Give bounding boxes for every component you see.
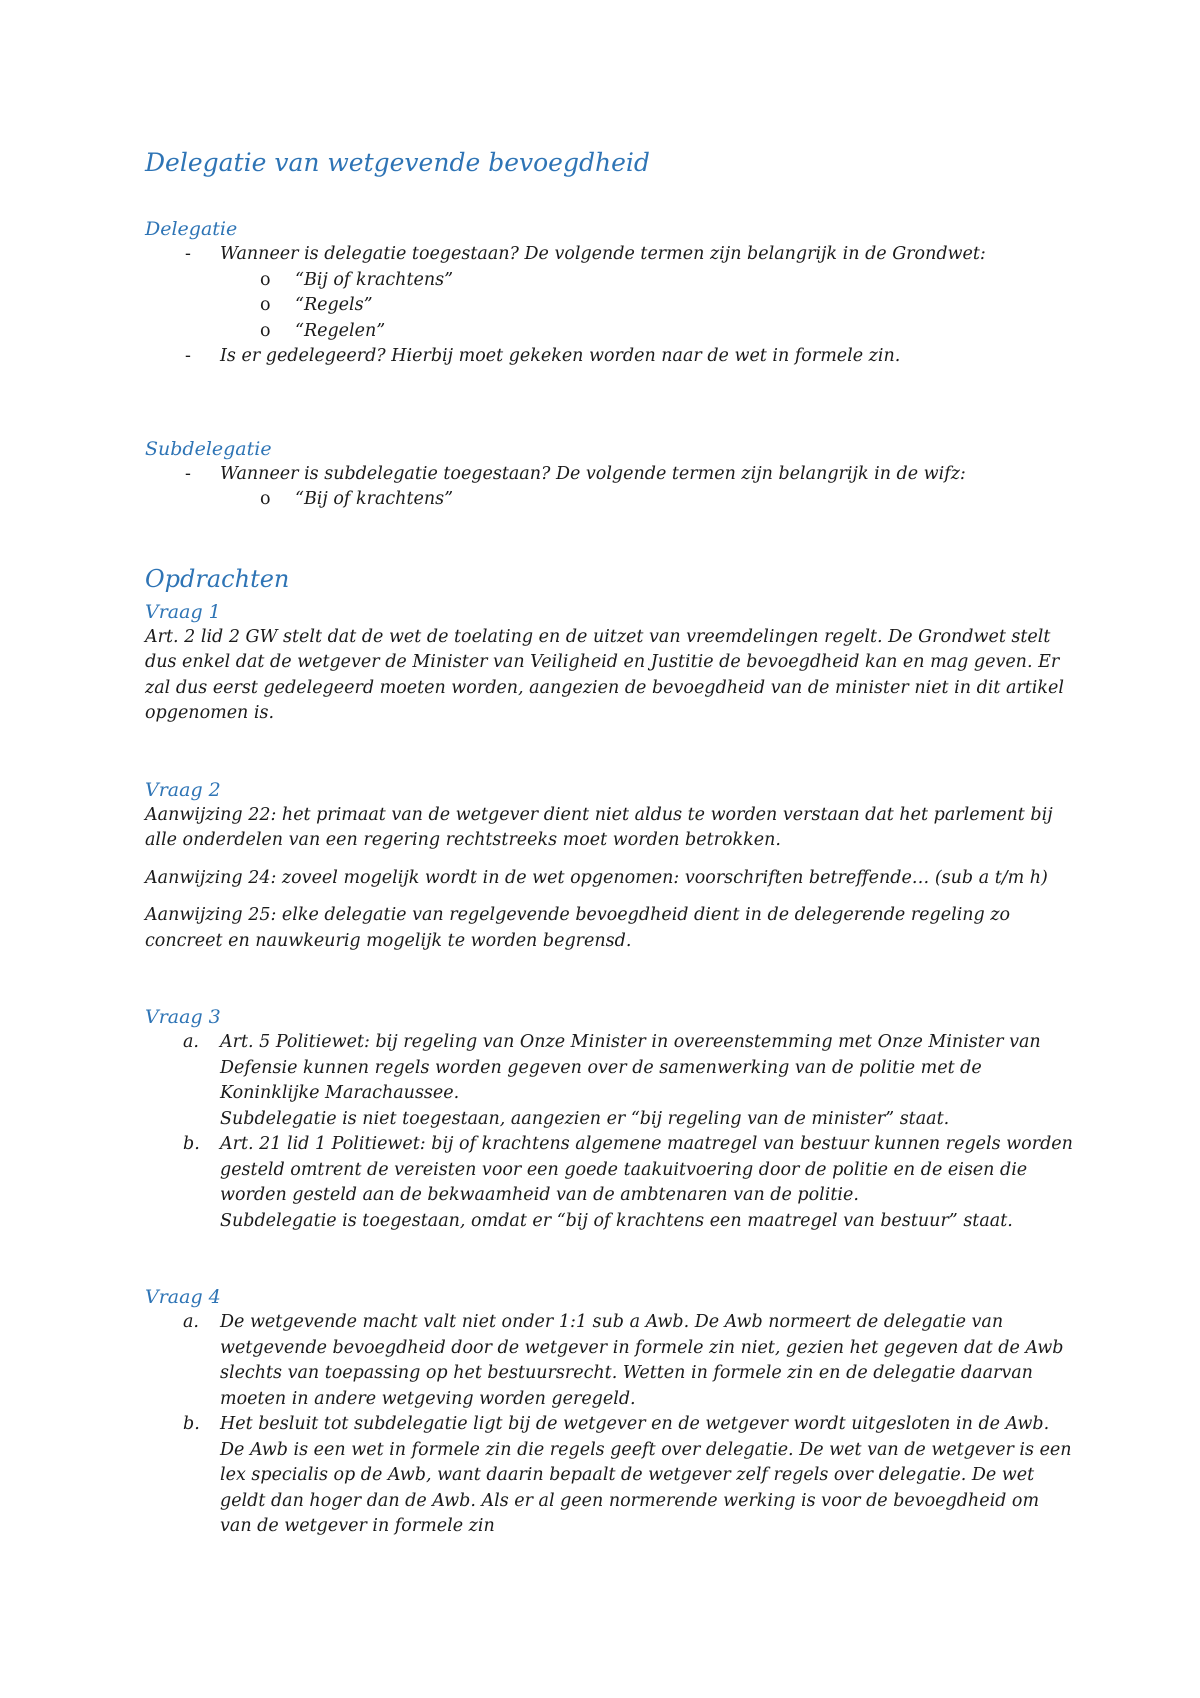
list-marker: a. bbox=[183, 1312, 199, 1332]
list-item-text: Wanneer is delegatie toegestaan? De volgende termen zijn belangrijk in de Grondwet: bbox=[220, 244, 986, 264]
heading-subdelegatie: Subdelegatie bbox=[145, 437, 272, 460]
vraag-4-list bbox=[145, 1310, 1075, 1540]
list-marker: b. bbox=[183, 1414, 200, 1434]
spacer bbox=[145, 854, 1075, 866]
sublist-item bbox=[220, 487, 1075, 513]
dash-bullet: - bbox=[185, 244, 191, 264]
circle-bullet: o bbox=[260, 269, 271, 290]
sublist-item-text: “Bij of krachtens” bbox=[295, 489, 454, 509]
heading-vraag-3: Vraag 3 bbox=[145, 1006, 221, 1028]
list-item-text: Het besluit tot subdelegatie ligt bij de wetgever en de wetgever wordt uitgesloten in de Awb. De Awb is een wet in formele zin die regels geeft over delegatie. De wet van de wetgever is een lex specialis op de Awb, want daarin bepaalt de wetgever zelf regels over delegatie. De wet geldt dan hoger dan de Awb. Als er al geen normerende werking is voor de bevoegdheid om van de wetgever in formele zin bbox=[220, 1414, 1072, 1536]
list-item bbox=[145, 344, 1075, 370]
list-item-text: Wanneer is subdelegatie toegestaan? De volgende termen zijn belangrijk in de wifz: bbox=[220, 463, 966, 484]
spacer bbox=[145, 727, 1075, 777]
list-item bbox=[145, 242, 1075, 344]
list-item-text: De wetgevende macht valt niet onder 1:1 sub a Awb. De Awb normeert de delegatie van wetgevende bevoegdheid door de wetgever in formele zin niet, gezien het gegeven dat de Awb slechts van toepassing op het bestuursrecht. Wetten in formele zin en de delegatie daarvan moeten in andere wetgeving worden geregeld. bbox=[220, 1312, 1064, 1409]
list-item bbox=[145, 1132, 1075, 1234]
subdelegatie-sublist bbox=[220, 487, 1075, 513]
list-item-text: Art. 21 lid 1 Politiewet: bij of krachtens algemene maatregel van bestuur kunnen regels worden gesteld omtrent de vereisten voor een goede taakuitvoering door de politie en de eisen die worden gesteld aan de bekwaamheid van de ambtenaren van de politie. bbox=[220, 1134, 1073, 1205]
dash-bullet: - bbox=[185, 346, 191, 366]
heading-delegatie: Delegatie bbox=[145, 218, 238, 240]
document-title: Delegatie van wetgevende bevoegdheid bbox=[145, 148, 650, 177]
vraag-1-answer: Art. 2 lid 2 GW stelt dat de wet de toelating en de uitzet van vreemdelingen regelt. De Grondwet stelt dus enkel dat de wetgever de Minister van Veiligheid en Justitie de bevoegdheid kan en mag geven. Er zal dus eerst gedelegeerd moeten worden, aangezien de bevoegdheid van de minister niet in dit artikel opgenomen is. bbox=[145, 626, 1064, 723]
sublist-item bbox=[220, 293, 1075, 319]
aanwijzing-25: Aanwijzing 25: elke delegatie van regelgevende bevoegdheid dient in de delegerende regeling zo concreet en nauwkeurig mogelijk te worden begrensd. bbox=[145, 905, 1011, 951]
list-marker: b. bbox=[183, 1134, 200, 1154]
spacer bbox=[145, 513, 1075, 563]
spacer bbox=[145, 954, 1075, 1004]
heading-vraag-1: Vraag 1 bbox=[145, 600, 221, 623]
heading-opdrachten: Opdrachten bbox=[145, 564, 290, 593]
sublist-item-text: “Regels” bbox=[295, 295, 373, 315]
vraag-3-list bbox=[145, 1030, 1075, 1234]
list-item-text: Art. 5 Politiewet: bij regeling van Onze Minister in overeenstemming met Onze Minister van Defensie kunnen regels worden gegeven over de samenwerking van de politie met de Koninklijke Marachaussee. bbox=[220, 1032, 1041, 1103]
list-item bbox=[145, 1310, 1075, 1412]
sublist-item bbox=[220, 268, 1075, 294]
document-body bbox=[145, 146, 1075, 1540]
list-item-note: Subdelegatie is toegestaan, omdat er “bij of krachtens een maatregel van bestuur” staat. bbox=[220, 1210, 1013, 1231]
spacer bbox=[145, 1234, 1075, 1284]
circle-bullet: o bbox=[260, 489, 271, 509]
list-item bbox=[145, 462, 1075, 513]
dash-bullet: - bbox=[185, 463, 191, 484]
sublist-item-text: “Bij of krachtens” bbox=[295, 269, 454, 290]
list-item bbox=[145, 1412, 1075, 1540]
list-item-text: Is er gedelegeerd? Hierbij moet gekeken worden naar de wet in formele zin. bbox=[220, 346, 901, 366]
heading-vraag-4: Vraag 4 bbox=[145, 1286, 221, 1308]
spacer bbox=[145, 891, 1075, 903]
list-item-note: Subdelegatie is niet toegestaan, aangezien er “bij regeling van de minister” staat. bbox=[220, 1108, 950, 1129]
spacer bbox=[145, 370, 1075, 436]
circle-bullet: o bbox=[260, 320, 271, 341]
delegatie-sublist bbox=[220, 268, 1075, 345]
circle-bullet: o bbox=[260, 295, 271, 315]
list-item bbox=[145, 1030, 1075, 1132]
sublist-item-text: “Regelen” bbox=[295, 320, 386, 341]
subdelegatie-list bbox=[145, 462, 1075, 513]
sublist-item bbox=[220, 319, 1075, 345]
list-marker: a. bbox=[183, 1032, 199, 1052]
heading-vraag-2: Vraag 2 bbox=[145, 778, 221, 801]
aanwijzing-24: Aanwijzing 24: zoveel mogelijk wordt in de wet opgenomen: voorschriften betreffende… (sub a t/m h) bbox=[145, 867, 1048, 888]
aanwijzing-22: Aanwijzing 22: het primaat van de wetgever dient niet aldus te worden verstaan dat het parlement bij alle onderdelen van een regering rechtstreeks moet worden betrokken. bbox=[145, 804, 1053, 850]
delegatie-list bbox=[145, 242, 1075, 370]
